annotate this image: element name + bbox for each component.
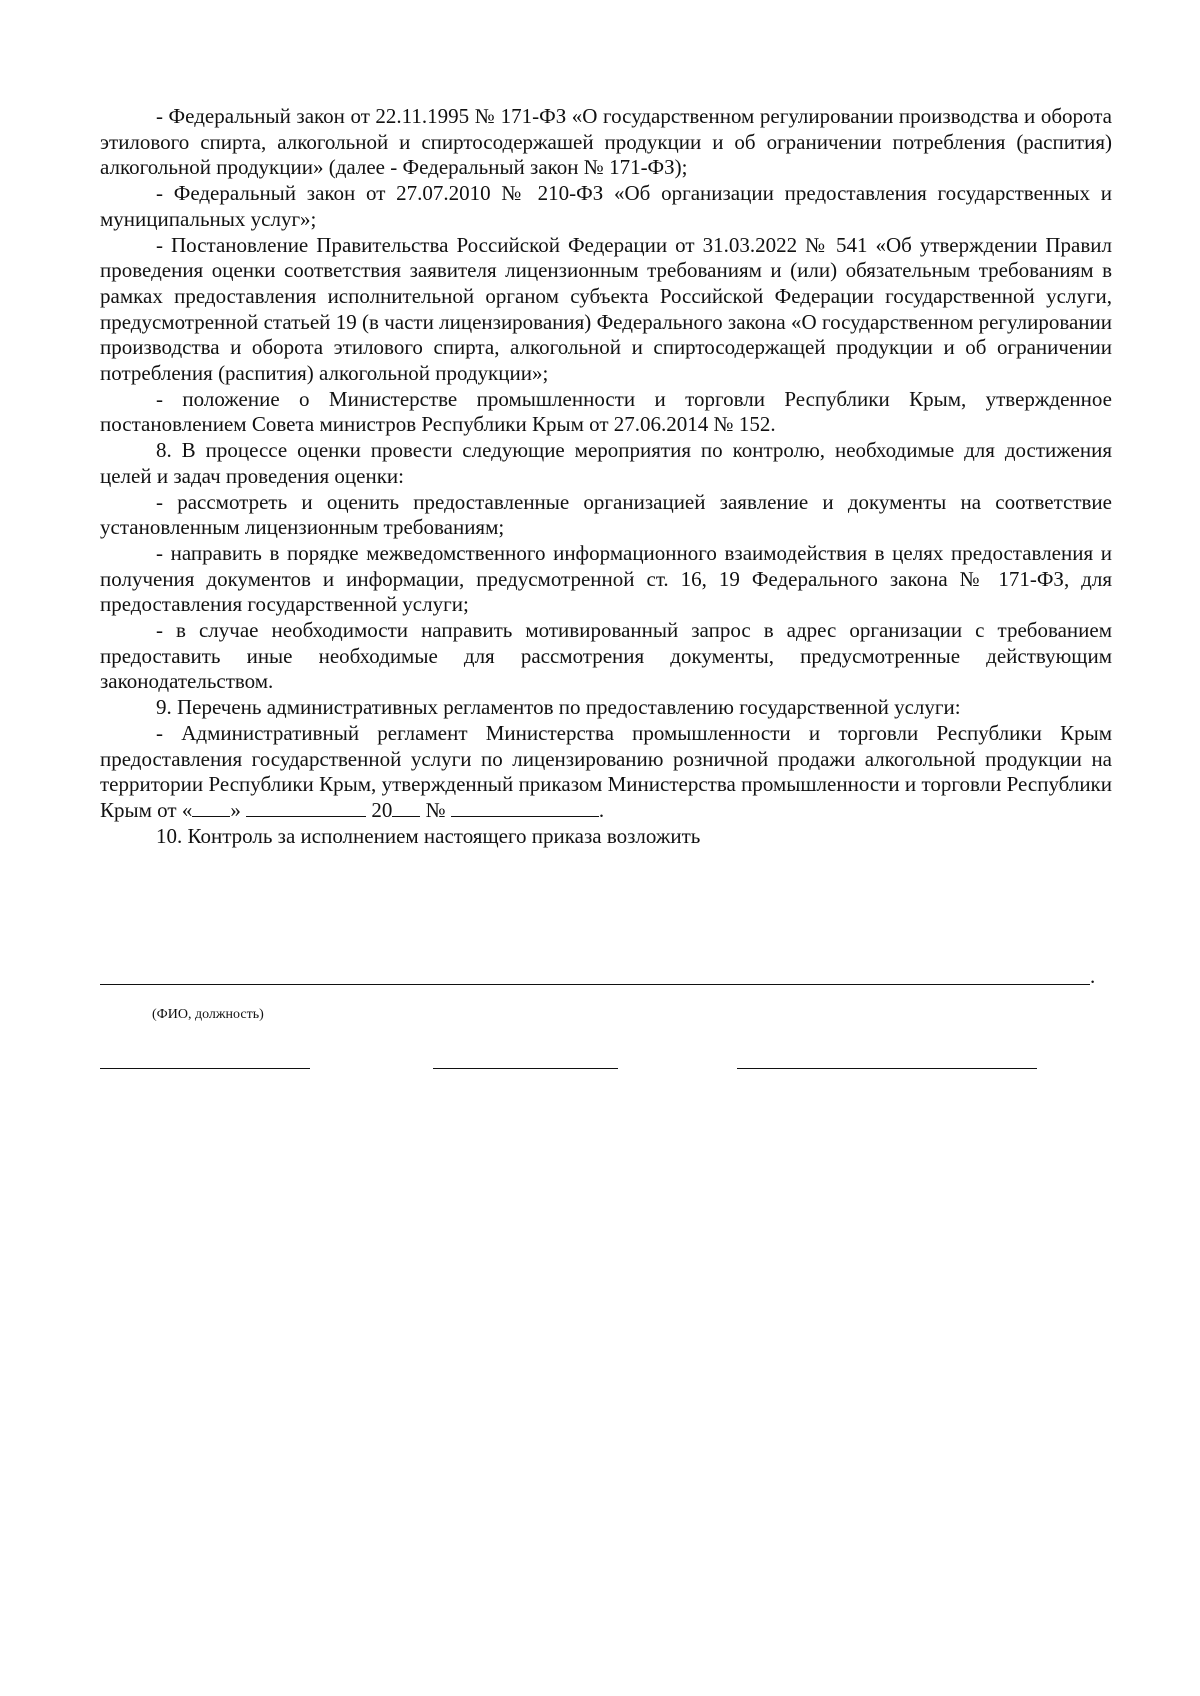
year-prefix: 20 — [366, 797, 393, 822]
paragraph-law-210: - Федеральный закон от 27.07.2010 № 210-ФЗ «Об организации предоставления государственных и муниципальных услуг»; — [100, 181, 1112, 231]
paragraph-resolution-541: - Постановление Правительства Российской Федерации от 31.03.2022 № 541 «Об утверждении Правил проведения оценки соответствия заявителя лицензионным требованиям и (или) обязательным требованиям в рамках предоставления исполнительной органом субъекта Российской Федерации государственной услуги, предусмотренной статьей 19 (в части лицензирования) Федерального закона «О государственном регулировании производства и оборота этилового спирта, алкогольной и спиртосодержащей продукции и об ограничении потребления (распития) алкогольной продукции»; — [100, 232, 1112, 386]
paragraph-admin-regulation — [100, 721, 1112, 824]
fio-position-caption: (ФИО, должность) — [152, 1007, 264, 1022]
admin-regulation-text: - Административный регламент Министерства промышленности и торговли Республики Крым предоставления государственной услуги по лицензированию розничной продажи алкогольной продукции на территории Республики Крым, утвержденный приказом Министерства промышленности и торговли Республики Крым от — [100, 720, 1112, 822]
paragraph-item-10: 10. Контроль за исполнением настоящего приказа возложить — [156, 823, 701, 848]
paragraph-ministry-regulation: - положение о Министерстве промышленности и торговли Республики Крым, утвержденное постановлением Совета министров Республики Крым от 27.06.2014 № 152. — [100, 386, 1112, 437]
paragraph-law-171: - Федеральный закон от 22.11.1995 № 171-ФЗ «О государственном регулировании производства и оборота этилового спирта, алкогольной и спиртосодержашей продукции и об ограничении потребления (распития) алкогольной продукции» (далее - Федеральный закон № 171-ФЗ); — [100, 104, 1112, 180]
signature-line-right — [737, 1068, 1037, 1069]
underline-end-period: . — [1090, 964, 1096, 988]
paragraph-item-9: 9. Перечень административных регламентов по предоставлению государственной услуги: — [156, 695, 961, 720]
month-blank — [246, 798, 366, 817]
paragraph-item-8: 8. В процессе оценки провести следующие мероприятия по контролю, необходимые для достижения целей и задач проведения оценки: — [100, 438, 1112, 488]
paragraph-motivated-request: - в случае необходимости направить мотивированный запрос в адрес организации с требованием предоставить иные необходимые для рассмотрения документы, предусмотренные действующим законодательством. — [100, 618, 1112, 694]
year-blank — [392, 798, 420, 817]
signature-line-left — [100, 1068, 310, 1069]
number-sign: № — [420, 797, 451, 822]
responsible-person-underline — [100, 984, 1090, 985]
day-blank — [192, 798, 230, 817]
signature-line-middle — [433, 1068, 618, 1069]
quote-close: » — [230, 797, 247, 822]
paragraph-interagency-request: - направить в порядке межведомственного информационного взаимодействия в целях предоставления и получения документов и информации, предусмотренной ст. 16, 19 Федерального закона № 171-ФЗ, для предоставления государственной услуги; — [100, 540, 1112, 617]
regulation-end-period: . — [598, 797, 605, 822]
paragraph-review-documents: - рассмотреть и оценить предоставленные организацией заявление и документы на соответствие установленным лицензионным требованиям; — [100, 489, 1112, 540]
quote-open: « — [176, 797, 193, 822]
order-number-blank — [451, 798, 599, 817]
document-body — [100, 104, 1112, 849]
